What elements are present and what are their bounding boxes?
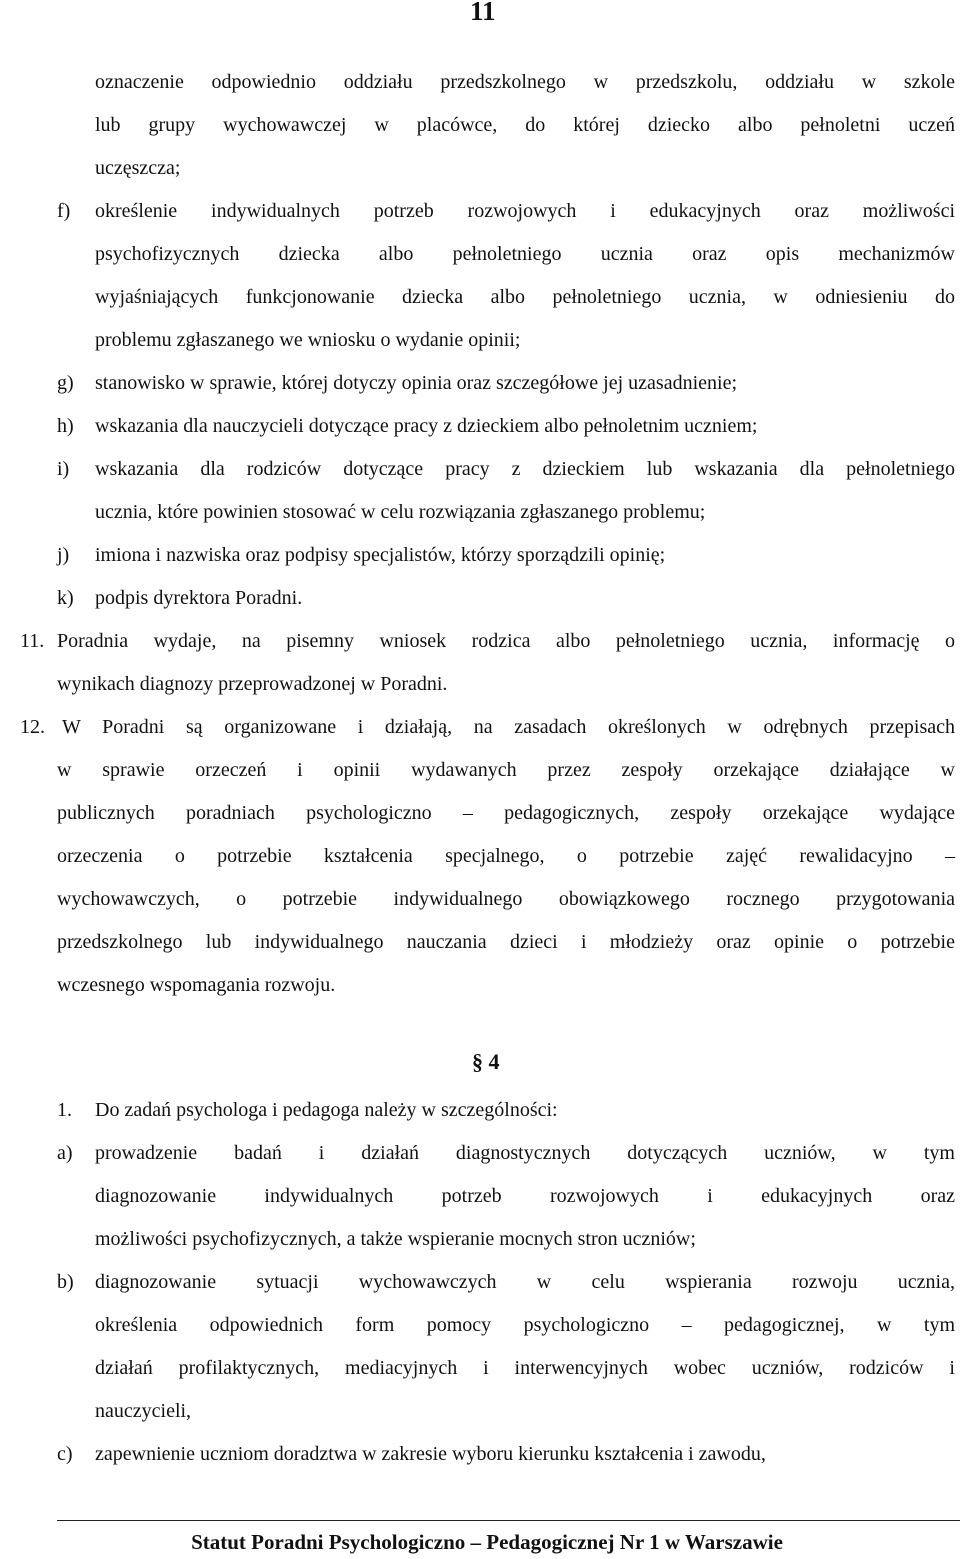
point-text-line: wychowawczych, o potrzebie indywidualnego obowiązkowego rocznego przygotowania <box>57 888 955 910</box>
list-label: c) <box>57 1443 73 1465</box>
list-label: a) <box>57 1142 73 1164</box>
item-text-line: prowadzenie badań i działań diagnostycznych dotyczących uczniów, w tym <box>95 1142 955 1164</box>
item-text-line: diagnozowanie indywidualnych potrzeb rozwojowych i edukacyjnych oraz <box>95 1185 955 1207</box>
point-text-line: przedszkolnego lub indywidualnego nauczania dzieci i młodzieży oraz opinie o potrzebie <box>57 931 955 953</box>
point-text-line: wynikach diagnozy przeprowadzonej w Poradni. <box>57 673 448 695</box>
point-label: 1. <box>57 1099 72 1121</box>
list-label: b) <box>57 1271 74 1293</box>
item-text-line: określenia odpowiednich form pomocy psychologiczno – pedagogicznej, w tym <box>95 1314 955 1336</box>
item-text-line: działań profilaktycznych, mediacyjnych i interwencyjnych wobec uczniów, rodziców i <box>95 1357 955 1379</box>
item-text-line: wskazania dla nauczycieli dotyczące pracy z dzieckiem albo pełnoletnim uczniem; <box>95 415 758 437</box>
item-text-line: zapewnienie uczniom doradztwa w zakresie wyboru kierunku kształcenia i zawodu, <box>95 1443 766 1465</box>
item-text-line: ucznia, które powinien stosować w celu rozwiązania zgłaszanego problemu; <box>95 501 706 523</box>
point-text-line: w sprawie orzeczeń i opinii wydawanych przez zespoły orzekające działające w <box>57 759 955 781</box>
item-e-line: oznaczenie odpowiednio oddziału przedszkolnego w przedszkolu, oddziału w szkole <box>95 71 955 93</box>
item-e-line: lub grupy wychowawczej w placówce, do której dziecko albo pełnoletni uczeń <box>95 114 955 136</box>
page-footer: Statut Poradni Psychologiczno – Pedagogicznej Nr 1 w Warszawie <box>191 1530 783 1554</box>
point-text-line: wczesnego wspomagania rozwoju. <box>57 974 336 996</box>
list-label: g) <box>57 372 74 394</box>
item-text-line: określenie indywidualnych potrzeb rozwojowych i edukacyjnych oraz możliwości <box>95 200 955 222</box>
item-text-line: wyjaśniających funkcjonowanie dziecka albo pełnoletniego ucznia, w odniesieniu do <box>95 286 955 308</box>
item-text-line: imiona i nazwiska oraz podpisy specjalistów, którzy sporządzili opinię; <box>95 544 666 566</box>
list-label: f) <box>57 200 71 222</box>
item-text-line: możliwości psychofizycznych, a także wspieranie mocnych stron uczniów; <box>95 1228 696 1250</box>
item-text-line: nauczycieli, <box>95 1400 192 1422</box>
point-text-line: Do zadań psychologa i pedagoga należy w szczególności: <box>95 1099 558 1121</box>
item-text-line: podpis dyrektora Poradni. <box>95 587 303 609</box>
point-text-line: publicznych poradniach psychologiczno – pedagogicznych, zespoły orzekające wydające <box>57 802 955 824</box>
item-text-line: wskazania dla rodziców dotyczące pracy z dzieckiem lub wskazania dla pełnoletniego <box>95 458 955 480</box>
list-label: k) <box>57 587 74 609</box>
item-text-line: stanowisko w sprawie, której dotyczy opinia oraz szczegółowe jej uzasadnienie; <box>95 372 738 394</box>
item-e-line: uczęszcza; <box>95 157 181 179</box>
list-label: i) <box>57 458 70 480</box>
list-label: h) <box>57 415 74 437</box>
section-heading: § 4 <box>472 1049 500 1074</box>
point-label: 12. <box>20 716 45 738</box>
point-text-line: Poradnia wydaje, na pisemny wniosek rodzica albo pełnoletniego ucznia, informację o <box>57 630 955 652</box>
item-text-line: diagnozowanie sytuacji wychowawczych w celu wspierania rozwoju ucznia, <box>95 1271 955 1293</box>
page-number: 11 <box>470 0 496 26</box>
point-text-line: orzeczenia o potrzebie kształcenia specjalnego, o potrzebie zajęć rewalidacyjno – <box>57 845 955 867</box>
item-text-line: psychofizycznych dziecka albo pełnoletniego ucznia oraz opis mechanizmów <box>95 243 955 265</box>
footer-divider <box>57 1520 960 1521</box>
point-label: 11. <box>20 630 45 652</box>
point-text-line: W Poradni są organizowane i działają, na zasadach określonych w odrębnych przepisach <box>62 716 955 738</box>
list-label: j) <box>57 544 70 566</box>
item-text-line: problemu zgłaszanego we wniosku o wydanie opinii; <box>95 329 521 351</box>
